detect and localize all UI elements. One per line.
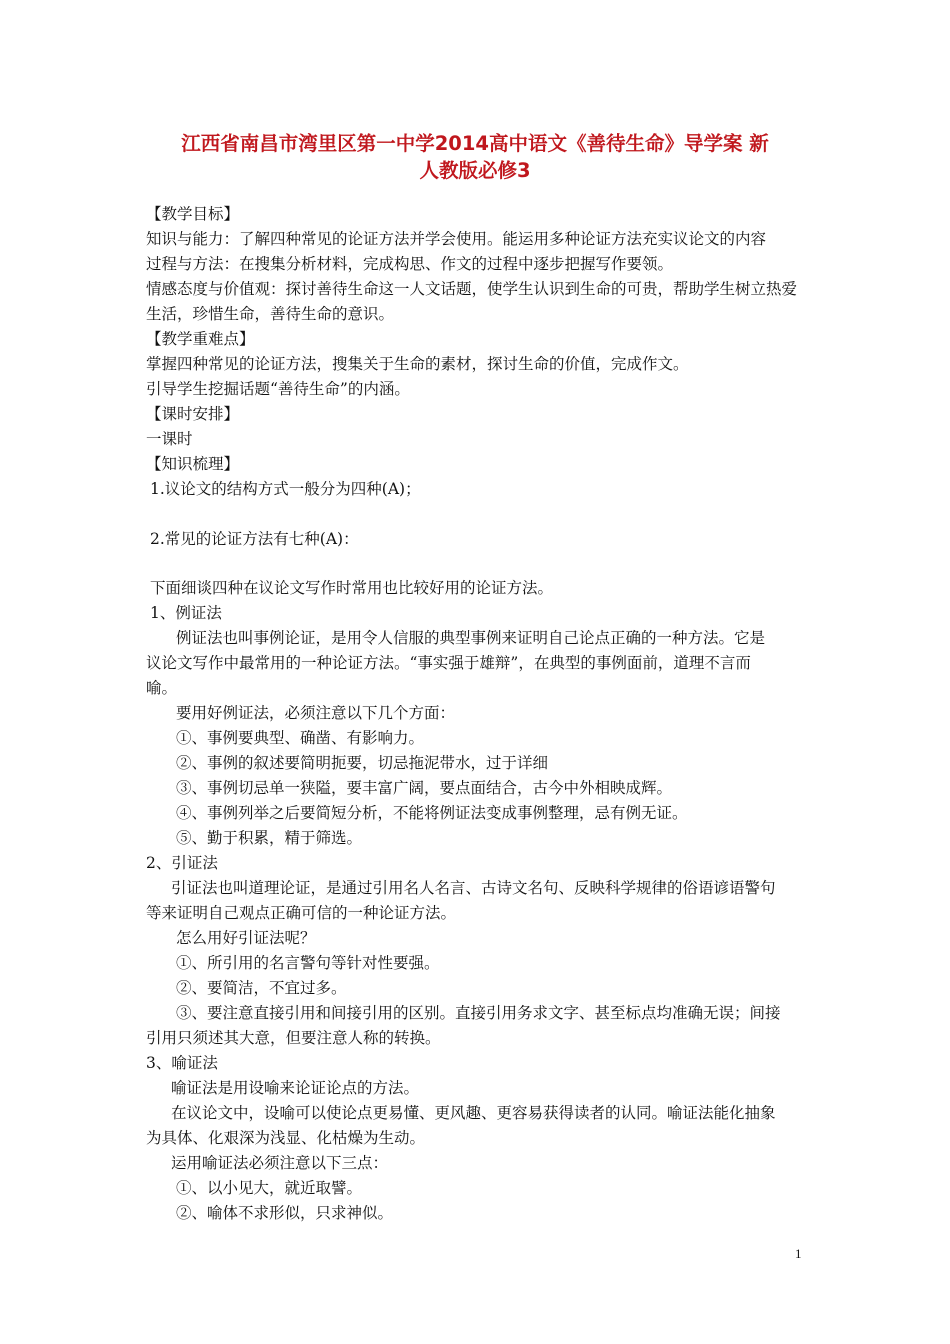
heading-knowledge-review: 【知识梳理】	[146, 455, 240, 473]
list-item-cont: 引用只须述其大意，但要注意人称的转换。	[146, 1029, 441, 1047]
goal-attitude-cont: 生活，珍惜生命，善待生命的意识。	[146, 305, 395, 323]
list-item: ①、所引用的名言警句等针对性要强。	[176, 954, 440, 972]
key-point-2: 引导学生挖掘话题“善待生命”的内涵。	[146, 380, 410, 398]
page-number: 1	[795, 1246, 802, 1261]
list-item: ②、事例的叙述要简明扼要，切忌拖泥带水，过于详细	[176, 754, 549, 772]
list-item: ②、喻体不求形似，只求神似。	[176, 1204, 394, 1222]
key-point-1: 掌握四种常见的论证方法，搜集关于生命的素材，探讨生命的价值，完成作文。	[146, 355, 689, 373]
review-item-2: 2.常见的论证方法有七种(A)：	[150, 530, 359, 548]
list-item: ⑤、勤于积累，精于筛选。	[176, 829, 363, 847]
paragraph-line: 议论文写作中最常用的一种论证方法。“事实强于雄辩”，在典型的事例面前，道理不言而	[146, 654, 751, 672]
list-item: ②、要简洁，不宜过多。	[176, 979, 347, 997]
paragraph-line: 喻。	[146, 679, 178, 697]
paragraph-line: 怎么用好引证法呢？	[176, 929, 316, 947]
goal-knowledge: 知识与能力：了解四种常见的论证方法并学会使用。能运用多种论证方法充实议论文的内容	[146, 230, 767, 248]
document-title-line-1: 江西省南昌市湾里区第一中学2014高中语文《善待生命》导学案 新	[181, 132, 769, 155]
goal-process: 过程与方法：在搜集分析材料，完成构思、作文的过程中逐步把握写作要领。	[146, 255, 674, 273]
heading-key-points: 【教学重难点】	[146, 330, 255, 348]
paragraph-line: 为具体、化艰深为浅显、化枯燥为生动。	[146, 1129, 426, 1147]
paragraph-line: 等来证明自己观点正确可信的一种论证方法。	[146, 904, 457, 922]
paragraph-line: 在议论文中，设喻可以使论点更易懂、更风趣、更容易获得读者的认同。喻证法能化抽象	[171, 1104, 776, 1122]
paragraph-line: 运用喻证法必须注意以下三点：	[171, 1154, 389, 1172]
section-heading-metaphor: 3、喻证法	[146, 1054, 218, 1072]
document-title-line-2: 人教版必修3	[419, 159, 531, 182]
paragraph-line: 喻证法是用设喻来论证论点的方法。	[171, 1079, 420, 1097]
list-item: ①、以小见大，就近取譬。	[176, 1179, 363, 1197]
list-item: ③、要注意直接引用和间接引用的区别。直接引用务求文字、甚至标点均准确无误；间接	[176, 1004, 781, 1022]
paragraph-line: 例证法也叫事例论证，是用令人信服的典型事例来证明自己论点正确的一种方法。它是	[176, 629, 766, 647]
paragraph-line: 引证法也叫道理论证，是通过引用名人名言、古诗文名句、反映科学规律的俗语谚语警句	[171, 879, 776, 897]
goal-attitude: 情感态度与价值观：探讨善待生命这一人文话题，使学生认识到生命的可贵，帮助学生树立热爱	[146, 280, 798, 298]
list-item: ④、事例列举之后要简短分析，不能将例证法变成事例整理，忌有例无证。	[176, 804, 688, 822]
section-heading-example: 1、例证法	[150, 604, 222, 622]
paragraph-line: 要用好例证法，必须注意以下几个方面：	[176, 704, 456, 722]
heading-schedule: 【课时安排】	[146, 405, 240, 423]
list-item: ③、事例切忌单一狭隘，要丰富广阔，要点面结合，古今中外相映成辉。	[176, 779, 673, 797]
review-intro: 下面细谈四种在议论文写作时常用也比较好用的论证方法。	[150, 579, 554, 597]
heading-teaching-goals: 【教学目标】	[146, 205, 240, 223]
schedule-text: 一课时	[146, 430, 193, 448]
list-item: ①、事例要典型、确凿、有影响力。	[176, 729, 425, 747]
review-item-1: 1.议论文的结构方式一般分为四种(A)；	[150, 480, 421, 498]
section-heading-citation: 2、引证法	[146, 854, 218, 872]
